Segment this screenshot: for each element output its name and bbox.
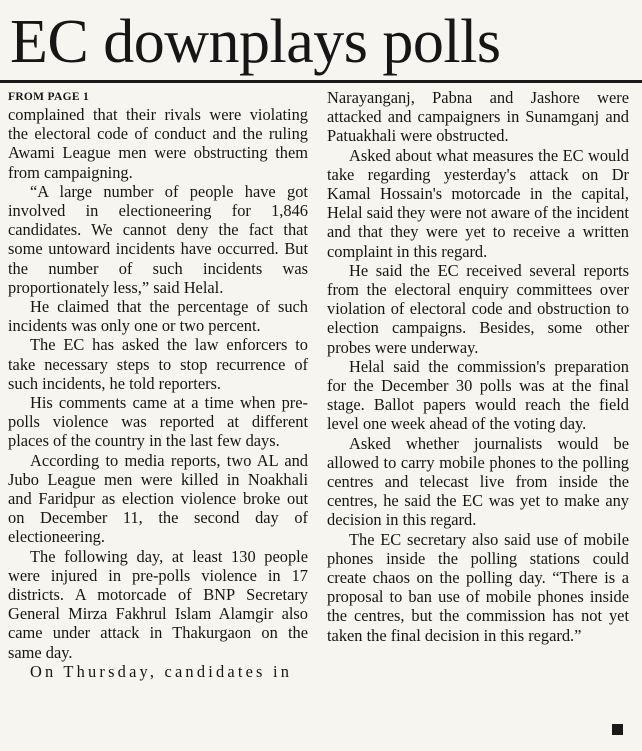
- article-paragraph: complained that their rivals were violating the electoral code of conduct and the ruling Awami League men were obstructing them from campaigning.: [8, 105, 308, 182]
- headline-rule: [0, 80, 642, 83]
- article-paragraph: Asked about what measures the EC would take regarding yesterday's attack on Dr Kamal Hossain's motorcade in the capital, Helal said they were not aware of the incident and that they were yet to receive a written complaint in this regard.: [327, 145, 629, 261]
- article-paragraph: The EC secretary also said use of mobile phones inside the polling stations could create chaos on the polling day. “There is a proposal to ban use of mobile phones inside the centres, but the commission has not yet taken the final decision in this regard.”: [327, 529, 629, 645]
- article-paragraph: His comments came at a time when pre-polls violence was reported at different places of the country in the last few days.: [8, 393, 308, 451]
- article-paragraph: The EC has asked the law enforcers to take necessary steps to stop recurrence of such incidents, he told reporters.: [8, 335, 308, 393]
- article-paragraph: The following day, at least 130 people were injured in pre-polls violence in 17 districts. A motorcade of BNP Secretary General Mirza Fakhrul Islam Alamgir also came under attack in Thakurgaon on the same day.: [8, 546, 308, 662]
- article-paragraph: “A large number of people have got involved in electioneering for 1,846 candidates. We cannot deny the fact that some untoward incidents have occurred. But the number of such incidents was proportionately less,” said Helal.: [8, 181, 308, 297]
- continuation-kicker: FROM PAGE 1: [8, 91, 90, 103]
- headline: EC downplays polls: [10, 8, 501, 76]
- article-column-left: [8, 88, 308, 681]
- article-paragraph: He claimed that the percentage of such incidents was only one or two percent.: [8, 297, 308, 336]
- article-column-right: [327, 88, 629, 645]
- article-paragraph: Helal said the commission's preparation for the December 30 polls was at the final stage. Ballot papers would reach the field level one week ahead of the voting day.: [327, 356, 629, 434]
- article-paragraph: According to media reports, two AL and Jubo League men were killed in Noakhali and Faridpur as election violence broke out on December 11, the second day of electioneering.: [8, 450, 308, 547]
- article-paragraph: On Thursday, candidates in: [30, 661, 293, 681]
- article-paragraph: Narayanganj, Pabna and Jashore were attacked and campaigners in Sunamganj and Patuakhali were obstructed.: [327, 88, 629, 146]
- article-paragraph: Asked whether journalists would be allowed to carry mobile phones to the polling centres and telecast live from inside the centres, he said the EC was yet to make any decision in this regard.: [327, 433, 629, 530]
- end-of-article-mark: [612, 724, 623, 735]
- article-paragraph: He said the EC received several reports from the electoral enquiry committees over violation of electoral code and obstruction to election campaigns. Besides, some other probes were underway.: [327, 260, 629, 357]
